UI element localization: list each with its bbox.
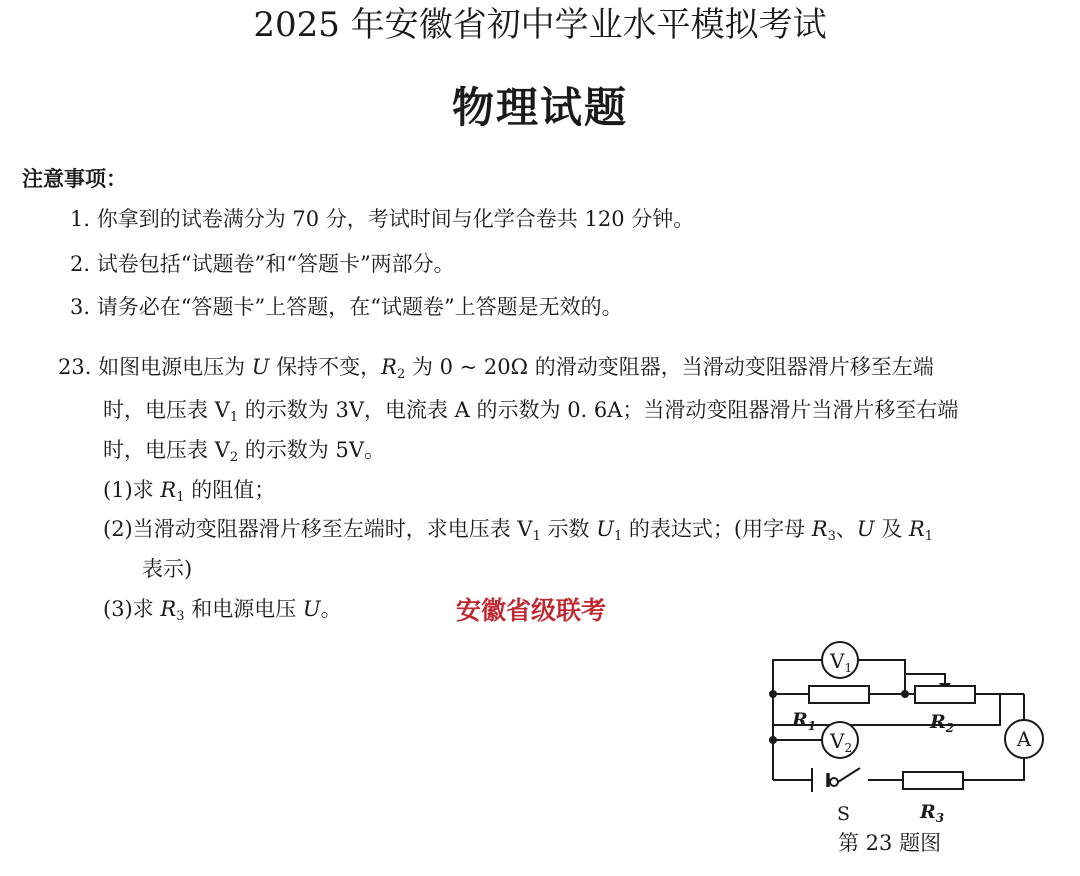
r1-label: $R_1$ bbox=[792, 709, 817, 733]
v2-label: $V_2$ bbox=[830, 729, 853, 755]
question-part-1 bbox=[103, 475, 275, 513]
var-r: R bbox=[160, 597, 177, 621]
text: 及 bbox=[874, 517, 909, 541]
var-u: U bbox=[596, 517, 614, 541]
subscript: 2 bbox=[229, 450, 239, 465]
subscript: 3 bbox=[827, 529, 836, 544]
question-part-2-continued: 表示) bbox=[142, 557, 193, 581]
text: 的示数为 5V。 bbox=[238, 438, 386, 462]
r2-label: $R_2$ bbox=[930, 711, 955, 735]
subscript: 2 bbox=[396, 367, 406, 382]
note-number: 3. bbox=[70, 295, 91, 319]
var-u: U bbox=[251, 355, 270, 379]
var-r: R bbox=[811, 517, 828, 541]
note-item bbox=[70, 292, 623, 322]
text: 时，电压表 V bbox=[103, 438, 230, 462]
text: (2)当滑动变阻器滑片移至左端时，求电压表 V bbox=[103, 517, 533, 541]
note-number: 1. bbox=[70, 207, 91, 231]
question-part-3 bbox=[103, 594, 342, 632]
subscript: 3 bbox=[176, 609, 185, 624]
notes-heading: 注意事项： bbox=[22, 167, 127, 191]
question-stem-line-1 bbox=[58, 352, 934, 390]
resistor-r2 bbox=[915, 686, 975, 703]
text: 示数 bbox=[540, 517, 597, 541]
switch-contact-icon bbox=[830, 778, 838, 786]
var-r: R bbox=[160, 478, 177, 502]
text: 、 bbox=[835, 517, 857, 541]
note-text: 试卷包括“试题卷”和“答题卡”两部分。 bbox=[96, 252, 455, 276]
question-number: 23. bbox=[58, 355, 92, 379]
note-text: 请务必在“答题卡”上答题，在“试题卷”上答题是无效的。 bbox=[96, 295, 623, 319]
text: 为 0 ~ 20Ω 的滑动变阻器，当滑动变阻器滑片移至左端 bbox=[405, 355, 934, 379]
text: (1)求 bbox=[103, 478, 161, 502]
ammeter-label: A bbox=[1016, 727, 1032, 751]
var-u: U bbox=[302, 597, 321, 621]
text: 保持不变， bbox=[269, 355, 382, 379]
text: 的示数为 3V，电流表 A 的示数为 0. 6A；当滑动变阻器滑片当滑片移至右端 bbox=[238, 398, 959, 422]
text: (3)求 bbox=[103, 597, 161, 621]
text: 的阻值； bbox=[184, 478, 276, 502]
text: 。 bbox=[320, 597, 342, 621]
subscript: 1 bbox=[229, 410, 239, 425]
resistor-r1 bbox=[809, 686, 869, 703]
watermark-label: 安徽省级联考 bbox=[456, 596, 607, 625]
note-item bbox=[70, 249, 455, 279]
text: 时，电压表 V bbox=[103, 398, 230, 422]
note-item bbox=[70, 204, 694, 234]
exam-title: 2025 年安徽省初中学业水平模拟考试 bbox=[253, 5, 827, 45]
r3-label: $R_3$ bbox=[920, 801, 945, 825]
var-r: R bbox=[381, 355, 397, 379]
text: 和电源电压 bbox=[184, 597, 303, 621]
text: 如图电源电压为 bbox=[98, 355, 252, 379]
junction-dot bbox=[769, 690, 777, 698]
junction-dot bbox=[901, 690, 909, 698]
subscript: 1 bbox=[924, 529, 934, 544]
subscript: 1 bbox=[532, 529, 541, 544]
question-stem-line-2 bbox=[103, 395, 958, 433]
circuit-diagram bbox=[750, 630, 1050, 830]
figure-caption: 第 23 题图 bbox=[838, 831, 942, 855]
subscript: 1 bbox=[613, 529, 623, 544]
subject-title: 物理试题 bbox=[451, 83, 628, 132]
text: 的表达式；(用字母 bbox=[622, 517, 812, 541]
question-part-2 bbox=[103, 514, 933, 552]
note-number: 2. bbox=[70, 252, 91, 276]
switch-label: S bbox=[837, 803, 851, 825]
resistor-r3 bbox=[903, 772, 963, 789]
note-text: 你拿到的试卷满分为 70 分，考试时间与化学合卷共 120 分钟。 bbox=[96, 207, 695, 231]
v1-label: $V_1$ bbox=[830, 649, 853, 675]
subscript: 1 bbox=[176, 490, 185, 505]
var-u: U bbox=[856, 517, 875, 541]
var-r: R bbox=[908, 517, 925, 541]
question-stem-line-3 bbox=[103, 435, 385, 473]
